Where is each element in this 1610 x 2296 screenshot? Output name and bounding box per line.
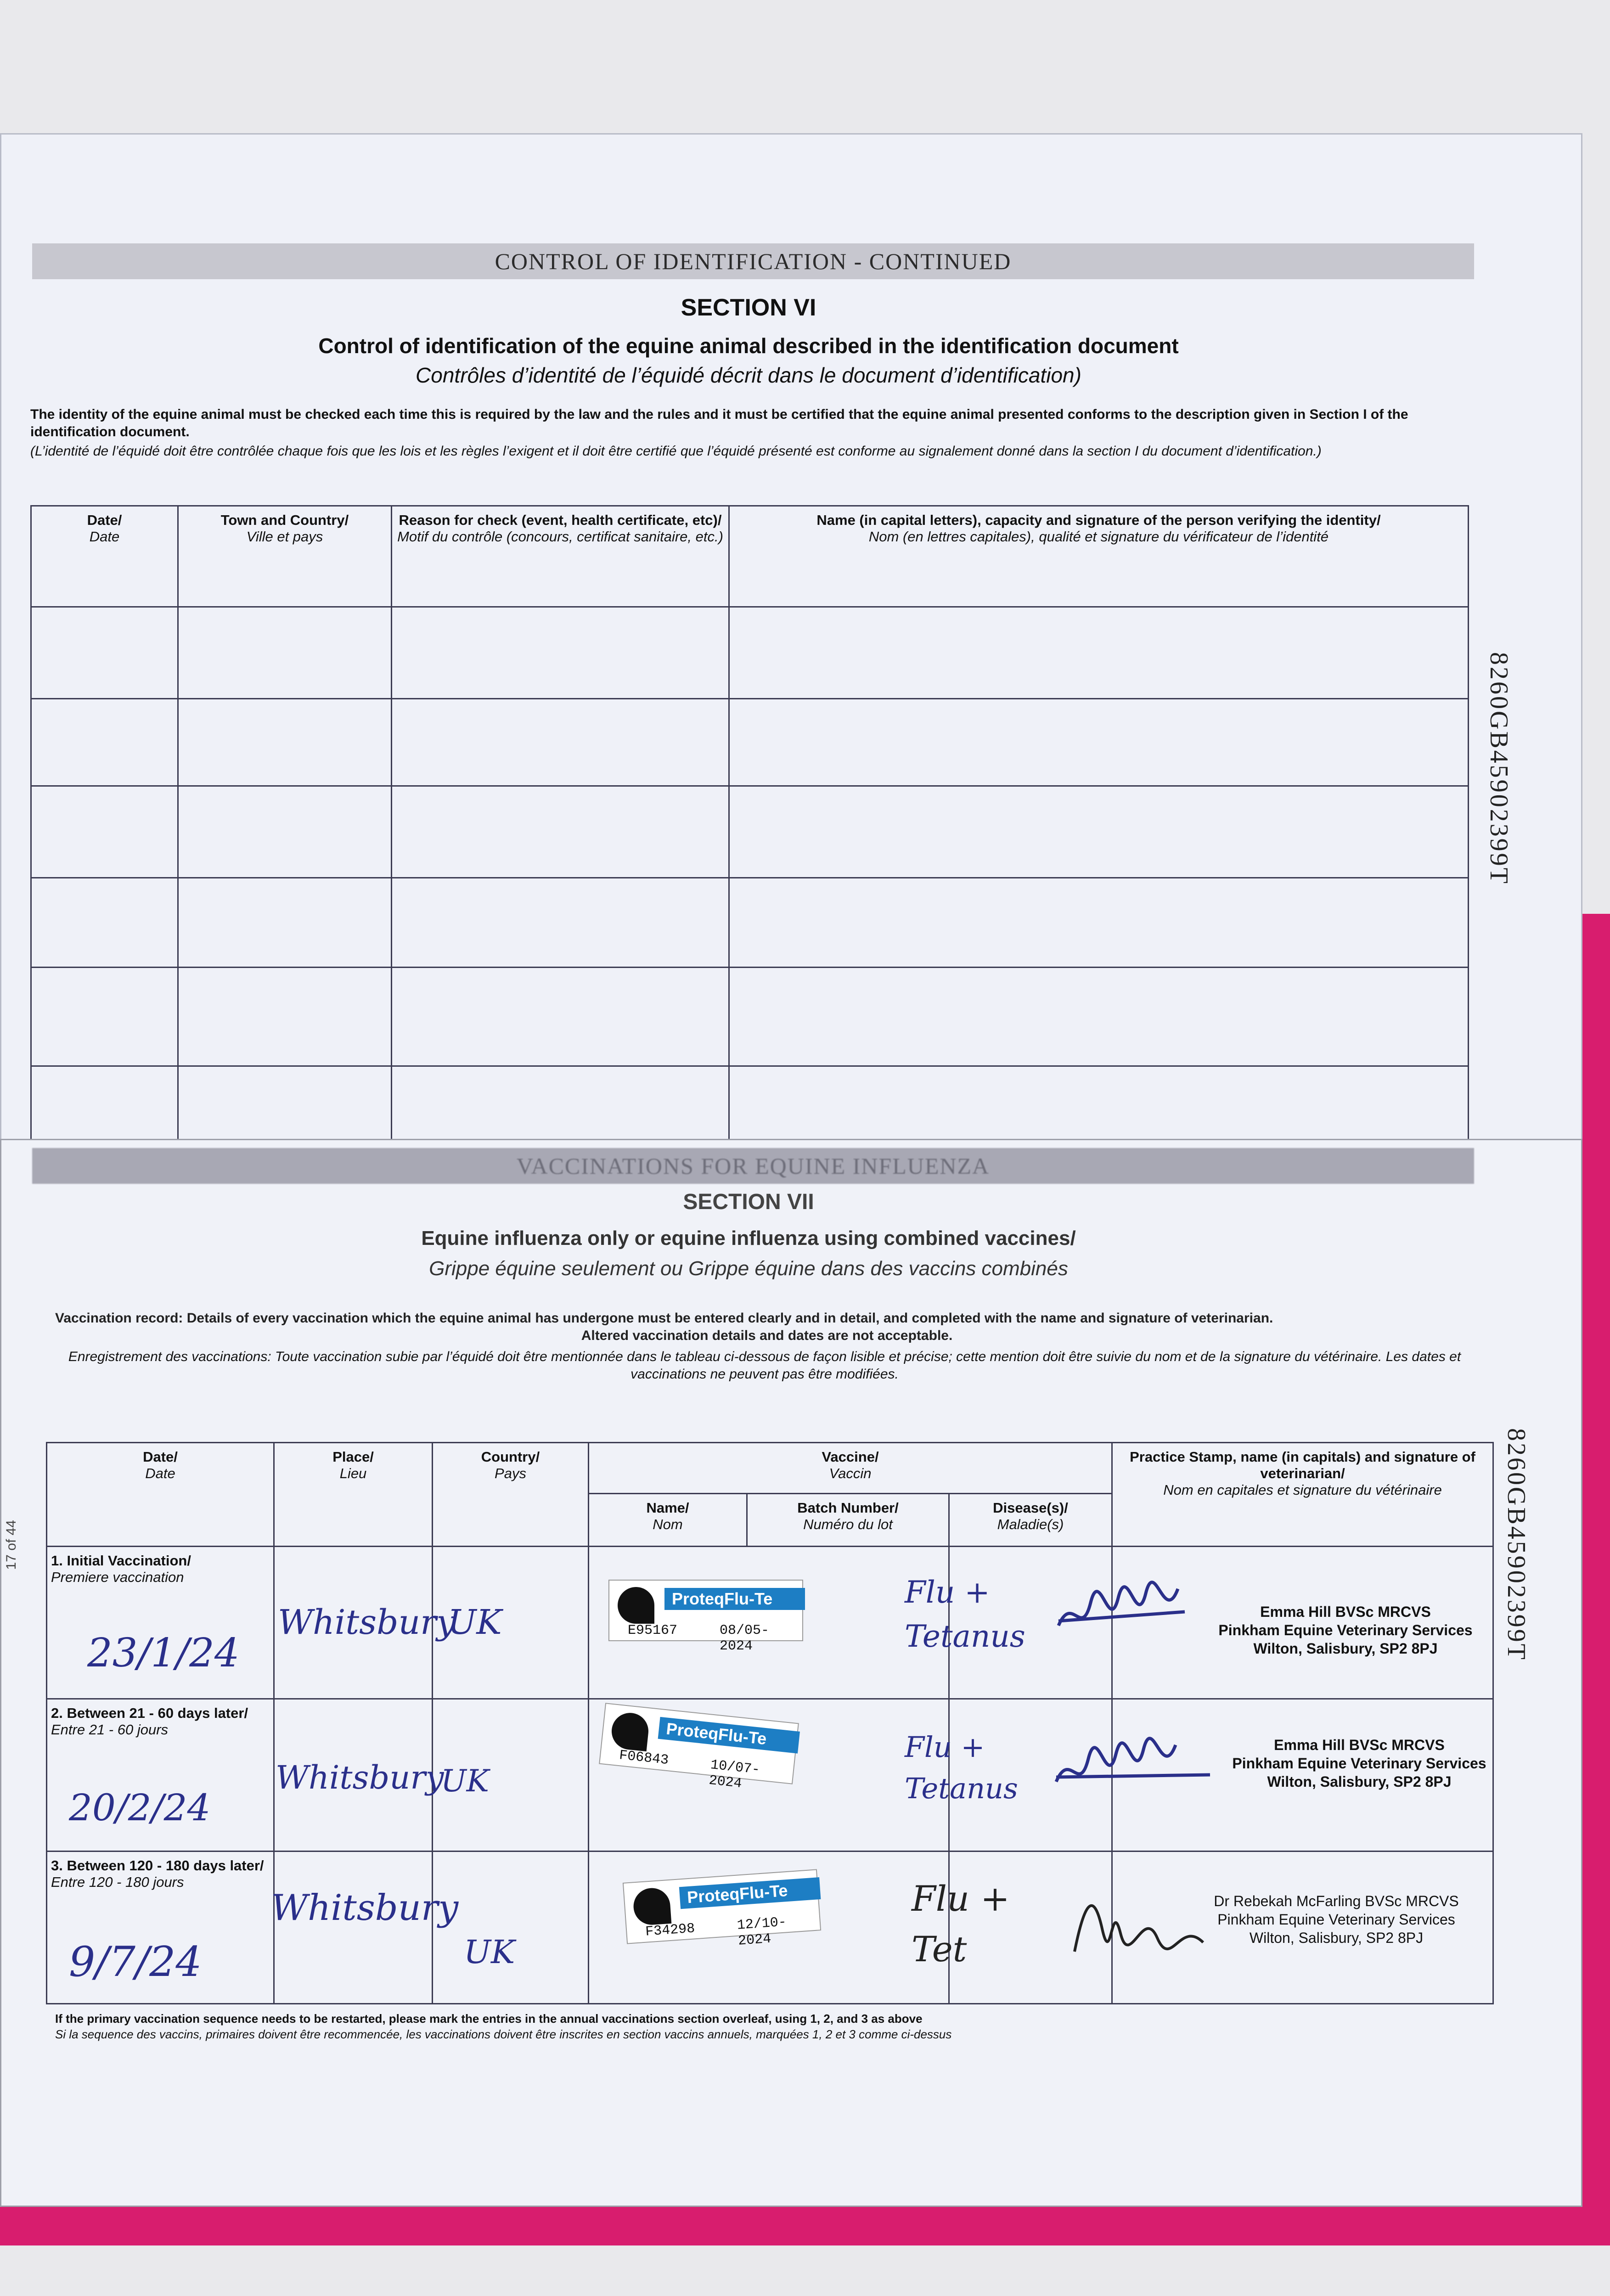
proteq-logo-icon xyxy=(610,1711,650,1751)
vet-signature xyxy=(1052,1731,1217,1800)
batch-number: E95167 xyxy=(628,1623,678,1638)
handwritten-date: 9/7/24 xyxy=(69,1938,202,1986)
footnote-en: If the primary vaccination sequence needs to be restarted, please mark the entries in the annual vaccinations section overleaf, using 1, 2, and 3 as above xyxy=(55,2012,923,2026)
handwritten-country: UK xyxy=(448,1603,502,1642)
section-vi-intro-en: The identity of the equine animal must be checked each time this is required by the law and the rules and it must be certified that the equine animal presented conforms to the description given in Section I of the identification document. xyxy=(30,407,1408,439)
table-row xyxy=(31,699,1469,786)
col-header-disease: Disease(s)/ Maladie(s) xyxy=(949,1493,1112,1547)
section-band-vaccinations: VACCINATIONS FOR EQUINE INFLUENZA xyxy=(32,1148,1474,1184)
col-header-date: Date/ Date xyxy=(47,1443,274,1547)
section-vi-heading: SECTION VI xyxy=(681,294,816,321)
batch-number: F34298 xyxy=(645,1921,696,1940)
proteq-logo-icon xyxy=(632,1887,671,1926)
table-row xyxy=(31,607,1469,699)
section-vii-heading: SECTION VII xyxy=(683,1190,814,1214)
practice-stamp: Dr Rebekah McFarling BVSc MRCVS Pinkham Equine Veterinary Services Wilton, Salisbury, SP2 8PJ xyxy=(1214,1893,1459,1946)
batch-number: F06843 xyxy=(618,1748,670,1769)
handwritten-date: 20/2/24 xyxy=(69,1786,211,1829)
identification-check-table xyxy=(30,505,1469,1149)
handwritten-country: UK xyxy=(464,1933,515,1971)
row-label: 2. Between 21 - 60 days later/ xyxy=(51,1705,248,1722)
practice-stamp: Emma Hill BVSc MRCVS Pinkham Equine Veterinary Services Wilton, Salisbury, SP2 8PJ xyxy=(1218,1604,1473,1657)
section-vi-title-fr: Contrôles d’identité de l’équidé décrit dans le document d’identification) xyxy=(416,363,1081,387)
expiry-date: 10/07-2024 xyxy=(708,1757,761,1792)
row-label-fr: Entre 120 - 180 jours xyxy=(51,1874,184,1891)
page-number: 17 of 44 xyxy=(4,1520,19,1570)
vaccine-batch-label xyxy=(608,1580,803,1654)
table-row xyxy=(31,968,1469,1066)
col-header-date: Date/ Date xyxy=(31,506,178,607)
col-header-verifier: Name (in capital letters), capacity and signature of the person verifying the identity/ Nom (en lettres capitales), qualité et signature du vérificateur de l’identité xyxy=(729,506,1469,607)
vaccine-name: ProteqFlu-Te xyxy=(664,1588,805,1610)
handwritten-place: Whitsbury xyxy=(276,1759,444,1796)
vaccine-name: ProteqFlu-Te xyxy=(658,1717,800,1754)
handwritten-country: UK xyxy=(441,1763,489,1799)
passport-number-bottom: 8260GB45902399T xyxy=(1502,1428,1531,1661)
handwritten-disease: Flu + Tetanus xyxy=(905,1730,1018,1805)
handwritten-place: Whitsbury xyxy=(271,1887,459,1929)
handwritten-disease: Flu + Tet xyxy=(912,1878,1010,1970)
proteq-logo-icon xyxy=(618,1587,654,1624)
row-label-fr: Premiere vaccination xyxy=(51,1569,184,1586)
practice-stamp: Emma Hill BVSc MRCVS Pinkham Equine Veterinary Services Wilton, Salisbury, SP2 8PJ xyxy=(1232,1737,1486,1790)
vaccine-name: ProteqFlu-Te xyxy=(679,1877,821,1909)
vet-signature xyxy=(1054,1575,1192,1644)
row-label-fr: Entre 21 - 60 jours xyxy=(51,1722,169,1738)
vaccine-batch-label xyxy=(623,1869,821,1949)
section-vii-intro-en: Vaccination record: Details of every vaccination which the equine animal has undergone must be entered clearly and in detail, and completed with the name and signature of veterinarian. Altered vaccination details and dates are not acceptable. xyxy=(55,1311,1273,1343)
col-header-place: Place/ Lieu xyxy=(274,1443,433,1547)
handwritten-date: 23/1/24 xyxy=(87,1630,240,1676)
col-header-practice-stamp: Practice Stamp, name (in capitals) and signature of veterinarian/ Nom en capitales et signature du vétérinaire xyxy=(1112,1443,1493,1547)
footnote-fr: Si la sequence des vaccins, primaires doivent être recommencée, les vaccinations doivent être inscrites en section vaccins annuels, marquées 1, 2 et 3 comme ci-dessus xyxy=(55,2027,952,2041)
handwritten-disease: Flu + Tetanus xyxy=(905,1575,1025,1654)
row-label: 3. Between 120 - 180 days later/ xyxy=(51,1857,264,1874)
section-vii-title-en: Equine influenza only or equine influenza using combined vaccines/ xyxy=(421,1227,1076,1249)
section-vii-intro-fr: Enregistrement des vaccinations: Toute vaccination subie par l’équidé doit être mentionnée dans le tableau ci-dessous de façon lisible et précise; cette mention doit être suivie du nom et de la signature du vétérinaire. Les dates et vaccinations ne peuvent pas être modifiées. xyxy=(68,1349,1461,1382)
section-band-control-identification: CONTROL OF IDENTIFICATION - CONTINUED xyxy=(32,243,1474,279)
table-row xyxy=(31,1066,1469,1149)
section-vi-title-en: Control of identification of the equine animal described in the identification document xyxy=(318,334,1179,358)
section-vii-title-fr: Grippe équine seulement ou Grippe équine dans des vaccins combinés xyxy=(429,1257,1068,1280)
passport-number-top: 8260GB45902399T xyxy=(1485,652,1513,885)
row-label: 1. Initial Vaccination/ xyxy=(51,1553,191,1569)
expiry-date: 08/05-2024 xyxy=(720,1623,770,1654)
col-header-batch: Batch Number/ Numéro du lot xyxy=(747,1493,949,1547)
col-header-vaccine-name: Name/ Nom xyxy=(589,1493,747,1547)
col-header-town-country: Town and Country/ Ville et pays xyxy=(178,506,392,607)
col-header-vaccine: Vaccine/ Vaccin xyxy=(589,1443,1112,1494)
table-row xyxy=(31,786,1469,878)
col-header-country: Country/ Pays xyxy=(433,1443,589,1547)
col-header-reason: Reason for check (event, health certificate, etc)/ Motif du contrôle (concours, certificat sanitaire, etc.) xyxy=(392,506,729,607)
expiry-date: 12/10-2024 xyxy=(736,1914,787,1949)
handwritten-place: Whitsbury xyxy=(278,1603,456,1642)
table-row xyxy=(31,878,1469,968)
section-vi-intro-fr: (L’identité de l’équidé doit être contrôlée chaque fois que les lois et les règles l’exigent et il doit être certifié que l’équidé présenté est conforme au signalement donné dans la section I du document d’identification.) xyxy=(30,444,1322,459)
